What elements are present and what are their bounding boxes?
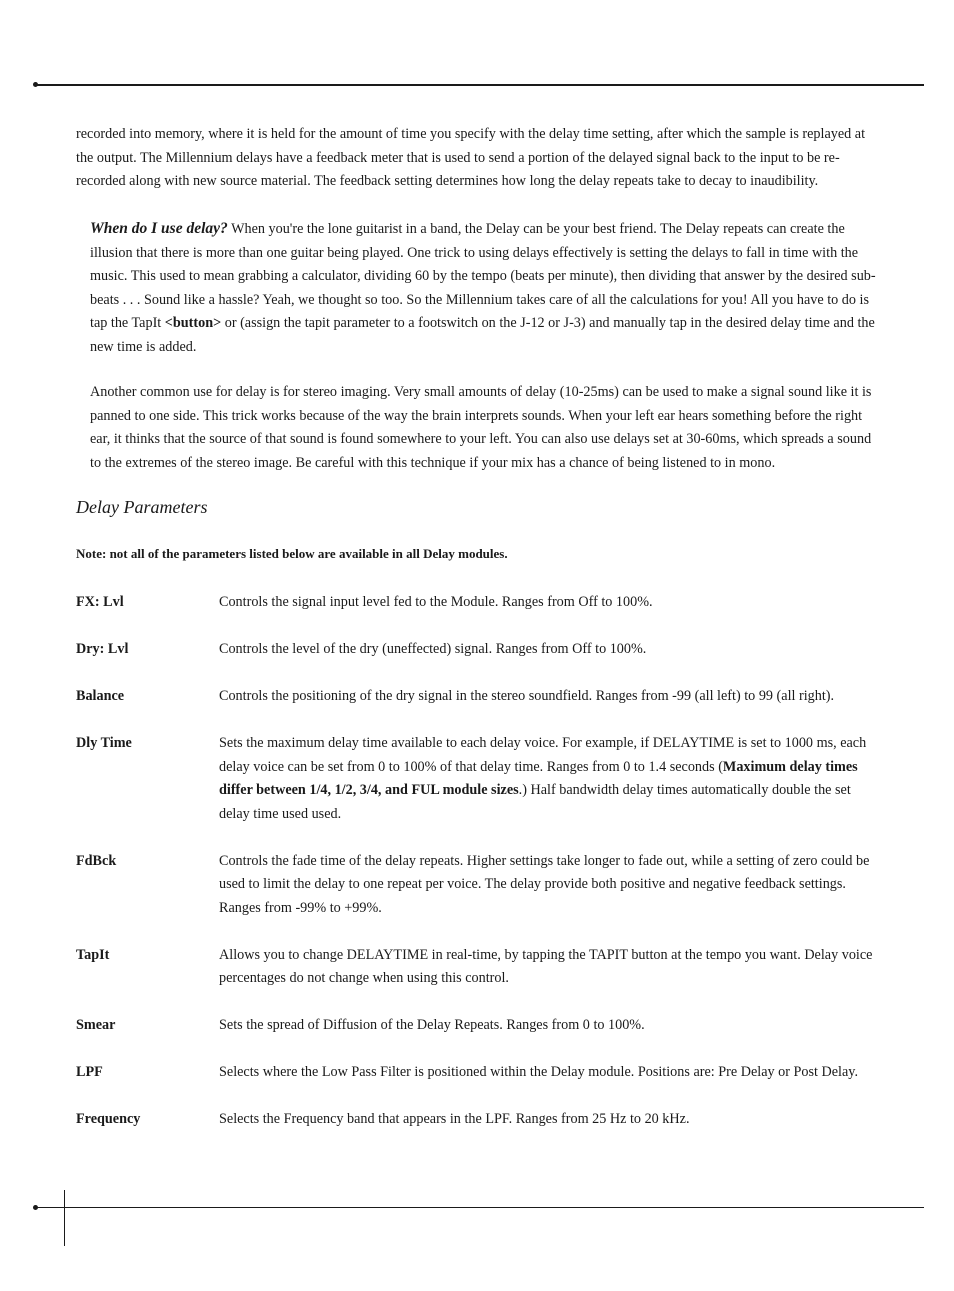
parameter-list [76,591,876,1155]
param-name: Dly Time [76,735,132,751]
param-frequency [76,1108,876,1132]
param-name: TapIt [76,946,110,963]
param-desc: Selects where the Low Pass Filter is positioned within the Delay module. Positions are: Pre Delay or Post Delay. [219,1064,858,1080]
param-name: Frequency [76,1111,141,1127]
param-desc: Selects the Frequency band that appears in the LPF. Ranges from 25 Hz to 20 kHz. [219,1111,690,1127]
param-balance [76,685,876,709]
intro-paragraph: recorded into memory, where it is held for the amount of time you specify with the delay time setting, after which the sample is replayed at the output. The Millennium delays have a feedback meter that is used to send a portion of the delayed signal back to the input to be re-recorded along with new source material. The feedback setting determines how long the delay repeats take to decay to inaudibility. [76,126,866,189]
param-desc: Controls the positioning of the dry signal in the stereo soundfield. Ranges from -99 (all left) to 99 (all right). [219,688,835,704]
when-to-use-paragraph [90,217,876,359]
param-desc-b: .) Half bandwidth delay times automatically double the set delay time used used. [219,782,851,822]
when-to-use-text-a: When you're the lone guitarist in a band, the Delay can be your best friend. The Delay repeats can create the illusion that there is more than one guitar being played. One trick to using delays effectively is setting the delays to fall in time with the music. This used to mean grabbing a calculator, dividing 60 by the tempo (beats per minute), then dividing that answer by the desired sub-beats . . . Sound like a hassle? Yeah, we thought so too. So the Millennium takes care of all the calculations for you! All you have to do is tap the TapIt [90,221,876,331]
param-desc: Sets the spread of Diffusion of the Delay Repeats. Ranges from 0 to 100%. [219,1017,645,1033]
section-title: Delay Parameters [76,497,208,517]
param-desc: Allows you to change DELAYTIME in real-time, by tapping the TAPIT button at the tempo you want. Delay voice percentages do not change when using this control. [219,946,873,986]
bottom-rule [36,1207,924,1208]
stereo-paragraph: Another common use for delay is for stereo imaging. Very small amounts of delay (10-25ms) can be used to make a signal sound like it is panned to one side. This trick works because of the way the brain interprets sounds. When your left ear hears something before the right ear, it thinks that the source of that sound is found somewhere to your left. You can also use delays set at 30-60ms, which spreads a sound to the extremes of the stereo image. Be careful with this technique if your mix has a chance of being listened to in mono. [90,384,872,471]
param-name: Balance [76,688,125,704]
param-dry-lvl [76,638,876,662]
button-word: <button> [164,315,222,331]
param-dly-time [76,732,876,826]
param-desc: Controls the level of the dry (uneffected) signal. Ranges from Off to 100%. [219,641,647,657]
param-fx-lvl [76,591,876,615]
param-name: FX: Lvl [76,594,124,610]
crop-mark [64,1190,65,1246]
param-name: Dry: Lvl [76,641,129,657]
param-desc [219,732,876,826]
param-lpf [76,1061,876,1085]
param-name: Smear [76,1017,116,1033]
param-desc: Controls the fade time of the delay repeats. Higher settings take longer to fade out, while a setting of zero could be used to limit the delay to one repeat per voice. The delay provide both positive and negative feedback settings. Ranges from -99% to +99%. [219,852,870,916]
param-desc-bold: Maximum delay times differ between 1/4, 1/2, 3/4, and FUL module sizes [219,758,858,798]
param-desc: Controls the signal input level fed to the Module. Ranges from Off to 100%. [219,594,653,610]
param-tapit [76,944,876,991]
top-rule [36,84,924,86]
note: Note: not all of the parameters listed below are available in all Delay modules. [76,546,508,561]
param-name: LPF [76,1064,103,1080]
param-name: FdBck [76,852,117,869]
when-to-use-lead: When do I use delay? [90,220,228,237]
param-desc-a: Sets the maximum delay time available to each delay voice. For example, if DELAYTIME is set to 1000 ms, each delay voice can be set from 0 to 100% of that delay time. Ranges from 0 to 1.4 seconds ( [219,735,867,775]
when-to-use-text-b: or (assign the tapit parameter to a footswitch on the J-12 or J-3) and manually tap in the desired delay time and the new time is added. [90,315,875,355]
param-fdbck [76,850,876,921]
param-smear [76,1014,876,1038]
